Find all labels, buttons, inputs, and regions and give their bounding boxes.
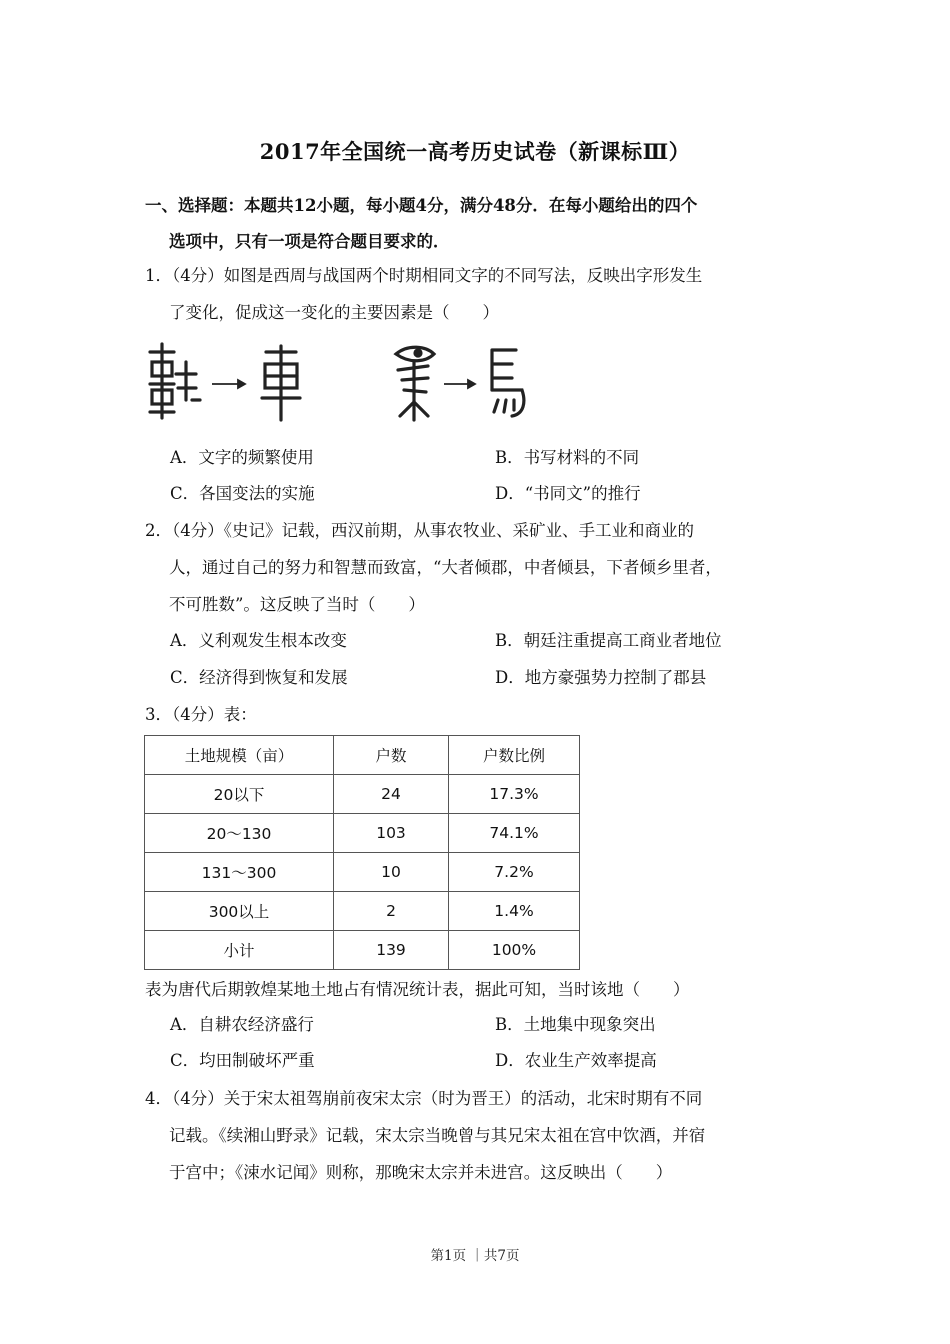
question-line: 2．（4分）《史记》记载，西汉前期，从事农牧业、采矿业、手工业和商业的 (145, 521, 694, 540)
question-3 (145, 696, 825, 733)
question-line: 1．（4分）如图是西周与战国两个时期相同文字的不同写法，反映出字形发生 (145, 266, 703, 285)
table-cell: 1.4% (449, 892, 580, 931)
question-line: 表为唐代后期敦煌某地土地占有情况统计表，据此可知，当时该地（ ） (145, 980, 690, 999)
option-b[interactable]: B．书写材料的不同 (495, 448, 640, 467)
option-a[interactable]: A．文字的频繁使用 (170, 448, 314, 467)
table-cell: 131～300 (145, 853, 334, 892)
section-line-1: 一、选择题：本题共12小题，每小题4分，满分48分．在每小题给出的四个 (145, 196, 698, 215)
table-cell: 100% (449, 931, 580, 970)
question-1 (145, 257, 825, 331)
option-b[interactable]: B．朝廷注重提高工商业者地位 (495, 631, 722, 650)
table-cell: 2 (334, 892, 449, 931)
table-cell: 小计 (145, 931, 334, 970)
question-line: 于宫中；《涑水记闻》则称，那晚宋太宗并未进宫。这反映出（ ） (169, 1163, 673, 1182)
table-cell: 20～130 (145, 814, 334, 853)
column-header: 户数比例 (449, 736, 580, 775)
column-header: 土地规模（亩） (145, 736, 334, 775)
table-header-row (145, 736, 580, 775)
arrow-icon (444, 380, 475, 388)
table-cell: 300以上 (145, 892, 334, 931)
question-line: 记载。《续湘山野录》记载，宋太宗当晚曾与其兄宋太祖在宫中饮酒，并宿 (169, 1126, 706, 1145)
section-line-2: 选项中，只有一项是符合题目要求的． (169, 232, 450, 251)
column-header: 户数 (334, 736, 449, 775)
table-row (145, 931, 580, 970)
question-2 (145, 512, 825, 623)
question-4 (145, 1080, 825, 1191)
arrow-icon (212, 380, 245, 388)
question-line: 不可胜数”。这反映了当时（ ） (169, 595, 425, 614)
question-line: 人，通过自己的努力和智慧而致富，“大者倾郡，中者倾县，下者倾乡里者， (169, 558, 722, 577)
table-cell: 20以下 (145, 775, 334, 814)
page-footer: 第1页 ｜共7页 (430, 1248, 520, 1264)
option-a[interactable]: A．义利观发生根本改变 (170, 631, 347, 650)
table-row (145, 892, 580, 931)
table-cell: 17.3% (449, 775, 580, 814)
table-cell: 10 (334, 853, 449, 892)
land-statistics-table (144, 735, 580, 970)
option-c[interactable]: C．经济得到恢复和发展 (170, 668, 348, 687)
question-3-stem (145, 971, 825, 1008)
option-b[interactable]: B．土地集中现象突出 (495, 1015, 656, 1034)
option-d[interactable]: D．地方豪强势力控制了郡县 (495, 668, 707, 687)
section-heading (145, 188, 825, 260)
table-row (145, 775, 580, 814)
ancient-script-figure (146, 340, 536, 422)
table-cell: 7.2% (449, 853, 580, 892)
option-d[interactable]: D．“书同文”的推行 (495, 484, 641, 503)
table-cell: 103 (334, 814, 449, 853)
question-line: 4．（4分）关于宋太祖驾崩前夜宋太宗（时为晋王）的活动，北宋时期有不同 (145, 1089, 703, 1108)
table-cell: 74.1% (449, 814, 580, 853)
option-d[interactable]: D．农业生产效率提高 (495, 1051, 657, 1070)
horse-warring-states-glyph (492, 350, 524, 416)
table-cell: 24 (334, 775, 449, 814)
chariot-zhou-glyph (150, 344, 200, 418)
option-a[interactable]: A．自耕农经济盛行 (170, 1015, 314, 1034)
table-row (145, 814, 580, 853)
chariot-warring-states-glyph (262, 346, 300, 420)
question-line: 3．（4分）表： (145, 705, 257, 724)
table-row (145, 853, 580, 892)
question-line: 了变化，促成这一变化的主要因素是（ ） (169, 303, 499, 322)
option-c[interactable]: C．各国变法的实施 (170, 484, 315, 503)
option-c[interactable]: C．均田制破坏严重 (170, 1051, 315, 1070)
table-cell: 139 (334, 931, 449, 970)
horse-zhou-glyph (396, 347, 434, 420)
page-title: 2017年全国统一高考历史试卷（新课标Ⅲ） (259, 139, 691, 164)
